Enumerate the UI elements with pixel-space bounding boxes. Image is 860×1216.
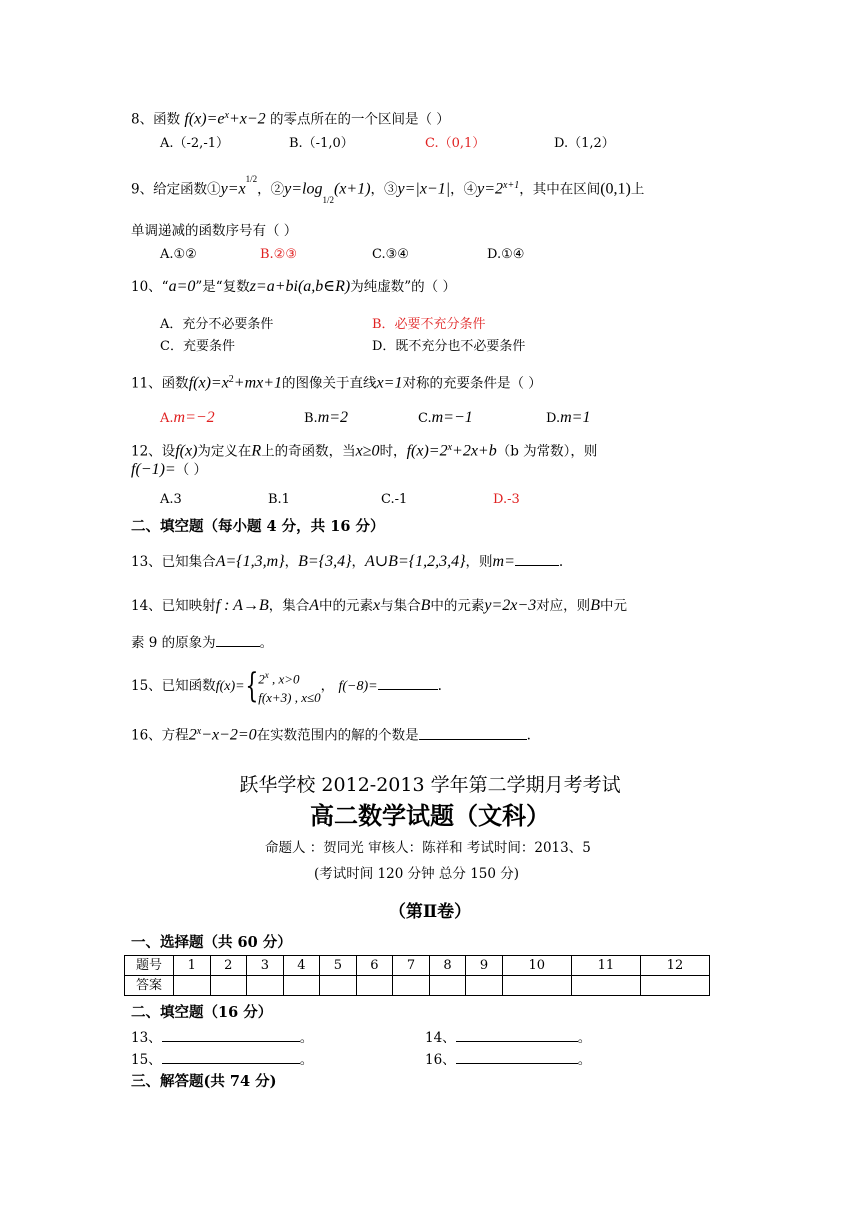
q10-option-b: B．必要不充分条件 — [372, 317, 486, 332]
q9-option-c: C.③④ — [372, 247, 409, 262]
answer-cell[interactable] — [393, 976, 430, 996]
q13-blank — [515, 551, 559, 566]
q9-option-a: A.①② — [160, 247, 197, 262]
part-two-title: （第Ⅱ卷） — [388, 902, 472, 922]
q12-option-c: C.-1 — [381, 492, 408, 507]
table-cell: 3 — [247, 956, 284, 976]
q8-option-c: C.（0,1） — [425, 136, 486, 151]
q16-blank — [419, 725, 527, 740]
q11-option-c: C.m=−1 — [418, 409, 473, 426]
section-fill-in-title: 二、填空题（每小题 4 分，共 16 分） — [131, 518, 385, 535]
answer-table — [124, 955, 710, 996]
answer-cell[interactable] — [502, 976, 571, 996]
question-15: 15、已知函数$f(x)=\{2^x$ , x>0 f(x+3) , x≤0， f(−8)= . — [131, 666, 442, 707]
table-cell: 6 — [356, 956, 393, 976]
answer-cell[interactable] — [466, 976, 503, 996]
question-11: 11、函数$f(x)=x^2+mx+1$的图像关于直线x=1对称的充要条件是（ ） — [131, 374, 542, 392]
exam-meta: 命题人 ：贺同光 审核人：陈祥和 考试时间：2013、5 — [265, 840, 591, 856]
table-cell: 1 — [174, 956, 211, 976]
q10-option-c: C．充要条件 — [160, 339, 235, 354]
q14-blank — [216, 632, 260, 647]
answer-cell[interactable] — [429, 976, 466, 996]
table-cell: 8 — [429, 956, 466, 976]
q12-option-b: B.1 — [268, 492, 290, 507]
fill-16-blank[interactable] — [456, 1049, 578, 1064]
question-14: 14、已知映射f : A→B，集合A中的元素x与集合B中的元素y=2x−3对应，则B中元 — [131, 597, 627, 614]
answer-cell[interactable] — [283, 976, 320, 996]
q15-brace: { — [244, 666, 258, 707]
answer-cell[interactable] — [571, 976, 640, 996]
q9-option-b: B.②③ — [260, 247, 297, 262]
q12-option-a: A.3 — [160, 492, 182, 507]
answer-cell[interactable] — [174, 976, 211, 996]
fill-15: 15、 。 — [131, 1049, 760, 1070]
question-8: 8、函数 $f(x)=e^x+x-2$ 的零点所在的一个区间是（ ） — [131, 110, 450, 128]
q8-function: f(x)=e — [184, 110, 225, 128]
fill-15-blank[interactable] — [162, 1049, 300, 1064]
table-cell: 4 — [283, 956, 320, 976]
question-9: 9、给定函数$①y=x^{1/2}$，$②y=\log_{1/2}(x+1)$，③y=|x−1|，$④y=2^{x+1}$，其中在区间(0,1)上 — [131, 174, 645, 206]
table-cell: 9 — [466, 956, 503, 976]
answer-cell[interactable] — [356, 976, 393, 996]
q15-blank — [378, 675, 438, 690]
fill-16: 16、 。 — [425, 1049, 760, 1070]
q11-option-a: A.m=−2 — [160, 409, 215, 426]
fill-14-blank[interactable] — [456, 1027, 578, 1042]
school-title: 跃华学校 2012-2013 学年第二学期月考考试 — [239, 774, 621, 796]
answer-cell[interactable] — [640, 976, 709, 996]
table-header-cell: 答案 — [125, 976, 174, 996]
exam-title: 高二数学试题（文科） — [310, 801, 550, 830]
table-header-cell: 题号 — [125, 956, 174, 976]
table-cell: 12 — [640, 956, 709, 976]
q12-option-d: D.-3 — [493, 492, 520, 507]
question-10: 10、“a=0”是“复数z=a+bi(a,b∈R)为纯虚数”的（ ） — [131, 278, 456, 295]
answer-solve-title: 三、解答题(共 74 分) — [131, 1073, 277, 1090]
q10-option-d: D．既不充分也不必要条件 — [372, 339, 526, 354]
answer-fill-title: 二、填空题（16 分） — [131, 1004, 273, 1021]
answer-choice-title: 一、选择题（共 60 分） — [131, 934, 292, 951]
q8-option-a: A.（-2,-1） — [160, 136, 229, 151]
q15-cases: 2$^x$ , x>0 f(x+3) , x≤0 — [258, 670, 321, 705]
answer-cell[interactable] — [247, 976, 284, 996]
fill-13-blank[interactable] — [162, 1027, 300, 1042]
table-cell: 2 — [210, 956, 247, 976]
q9-option-d: D.①④ — [487, 247, 525, 262]
question-14-line2: 素 9 的原象为 。 — [131, 632, 760, 653]
question-12: 12、设f(x)为定义在R上的奇函数，当x≥0时，$f(x)=2^x+2x+b(b$ 为常数），则 — [131, 442, 598, 460]
question-16: 16、方程$2^x-x-2=0$在实数范围内的解的个数是 . — [131, 726, 531, 744]
question-9-line2: 单调递减的函数序号有（ ） — [131, 223, 298, 239]
question-12-line2: f(−1)=（ ） — [131, 461, 207, 478]
exam-duration: (考试时间 120 分钟 总分 150 分) — [314, 866, 520, 882]
table-cell: 11 — [571, 956, 640, 976]
q11-option-b: B.m=2 — [304, 409, 349, 426]
q8-option-b: B.（-1,0） — [289, 136, 354, 151]
fill-13: 13、 。 — [131, 1027, 760, 1048]
table-row-numbers — [125, 956, 710, 976]
table-cell: 10 — [502, 956, 571, 976]
question-13: 13、已知集合A={1,3,m}，B={3,4}，A∪B={1,2,3,4}，则m= . — [131, 553, 564, 570]
q10-option-a: A．充分不必要条件 — [160, 317, 274, 332]
answer-cell[interactable] — [210, 976, 247, 996]
table-cell: 5 — [320, 956, 357, 976]
table-row-answers — [125, 976, 710, 996]
fill-14: 14、 。 — [425, 1027, 760, 1048]
table-cell: 7 — [393, 956, 430, 976]
q8-option-d: D.（1,2） — [554, 136, 615, 151]
answer-cell[interactable] — [320, 976, 357, 996]
q11-option-d: D.m=1 — [546, 409, 591, 426]
